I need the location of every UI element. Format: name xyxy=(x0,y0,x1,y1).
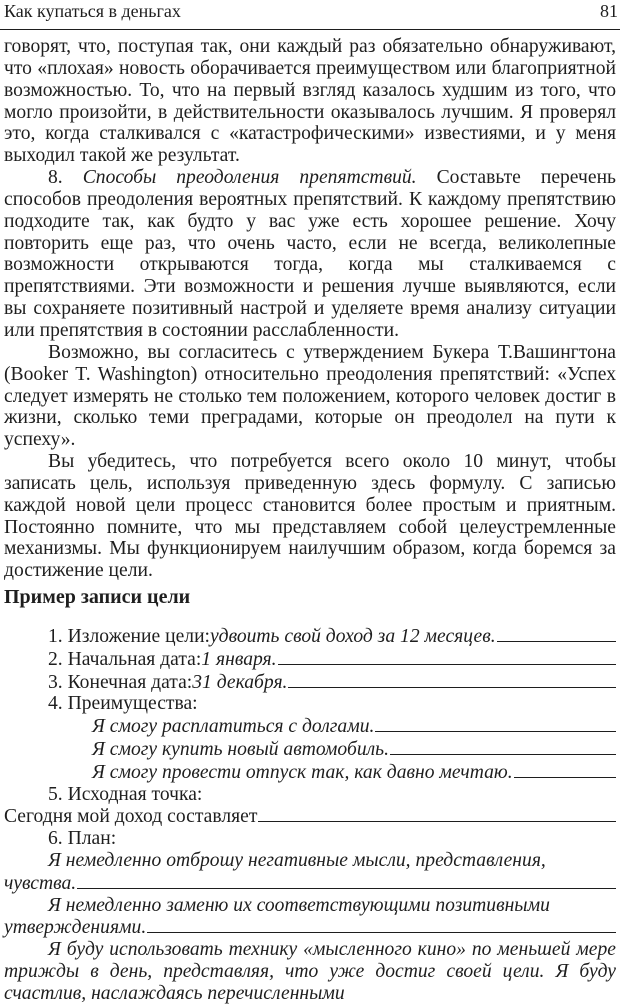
paragraph-continued: говорят, что, поступая так, они каждый раз обязательно обнаруживают, что «плохая» новость оборачивается преимуществом или благоприятной возможностью. То, что на первый взгляд казалось худшим из того, что могло произойти, в действительности оказывалось лучшим. Я проверял это, когда сталкивался с «катастрофическими» известиями, и у меня выходил такой же результат. xyxy=(4,36,616,167)
form-label: 5. Исходная точка: xyxy=(48,783,203,805)
item-number: 8. xyxy=(48,167,83,189)
paragraph-summary: Вы убедитесь, что потребуется всего около 10 минут, чтобы записать цель, используя приведенную здесь формулу. С записью каждой новой цели процесс становится более простым и приятным. Постоянно помните, что мы представляем собой целеустремленные механизмы. Мы функционируем наилучшим образом, когда боремся за достижение цели. xyxy=(4,451,616,582)
form-label: 4. Преимущества: xyxy=(48,693,198,715)
paragraph-text: Составьте перечень способов преодоления вероятных препятствий. К каждому препятствию подходите так, как будто у вас уже есть хорошее решение. Хочу повторить еще раз, что очень часто, если не всегда, великолепные возможности открываются тогда, когда мы сталкиваемся с препятствиями. Эти возможности и решения лучше выявляются, если вы сохраняете позитивный настрой и уделяете время анализу ситуации или препятствия в состоянии расслабленности. xyxy=(4,167,616,341)
body-text xyxy=(4,36,616,582)
benefit-text: Я смогу расплатиться с долгами. xyxy=(92,716,375,738)
form-label: 6. План: xyxy=(48,828,117,850)
income-text: Сегодня мой доход составляет xyxy=(4,806,258,828)
fill-line xyxy=(77,872,616,889)
fill-line xyxy=(147,916,616,933)
form-item-starting-point xyxy=(4,784,616,806)
book-title: Как купаться в деньгах xyxy=(4,1,181,21)
form-item-goal xyxy=(4,625,616,648)
form-label: 1. Изложение цели: xyxy=(48,626,211,647)
plan-text: Я немедленно заменю их соответствующими позитивными xyxy=(48,894,550,916)
form-value: 31 декабря. xyxy=(192,671,288,693)
form-item-plan xyxy=(4,828,616,850)
benefit-line xyxy=(4,761,616,784)
paragraph-quote: Возможно, вы согласитесь с утверждением Букера Т.Вашингтона (Booker T. Washington) относительно преодоления препятствий: «Успех следует измерять не столько тем положением, которого человек достиг в жизни, сколько теми преградами, которые он преодолел на пути к успеху». xyxy=(4,341,616,451)
plan-line xyxy=(4,916,616,939)
plan-line xyxy=(4,850,616,872)
form-item-start-date xyxy=(4,648,616,671)
benefit-line xyxy=(4,715,616,738)
form-label: 3. Конечная дата: xyxy=(48,671,193,693)
benefit-line xyxy=(4,738,616,761)
plan-paragraph: Я буду использовать технику «мысленного кино» по меньшей мере трижды в день, представляя, что уже достиг своей цели. Я буду счастлив, наслаждаясь перечисленными xyxy=(4,939,616,1004)
fill-line xyxy=(390,738,616,755)
form-label: 2. Начальная дата: xyxy=(48,648,202,670)
paragraph-obstacles xyxy=(4,167,616,342)
running-header xyxy=(0,0,620,28)
plan-line xyxy=(4,895,616,917)
fill-line xyxy=(278,648,616,665)
form-item-benefits xyxy=(4,693,616,715)
plan-line xyxy=(4,872,616,895)
goal-form-example xyxy=(4,625,616,1005)
form-item-end-date xyxy=(4,671,616,694)
form-value: 1 января. xyxy=(201,648,277,670)
form-value: удвоить свой доход за 12 месяцев. xyxy=(210,626,496,647)
section-title: Пример записи цели xyxy=(4,586,191,608)
benefit-text: Я смогу провести отпуск так, как давно мечтаю. xyxy=(92,761,513,783)
item-heading: Способы преодоления препятствий. xyxy=(82,167,417,189)
fill-line xyxy=(258,805,616,822)
income-line xyxy=(4,805,616,828)
plan-text: утверждениями. xyxy=(4,917,147,939)
plan-text: чувства. xyxy=(4,872,77,894)
fill-line xyxy=(514,761,616,778)
page-number: 81 xyxy=(600,1,618,21)
fill-line xyxy=(497,625,616,642)
fill-line xyxy=(375,715,616,732)
benefit-text: Я смогу купить новый автомобиль. xyxy=(92,738,389,760)
plan-text: Я немедленно отброшу негативные мысли, представления, xyxy=(48,849,546,871)
header-rule xyxy=(0,29,620,30)
fill-line xyxy=(288,671,616,688)
